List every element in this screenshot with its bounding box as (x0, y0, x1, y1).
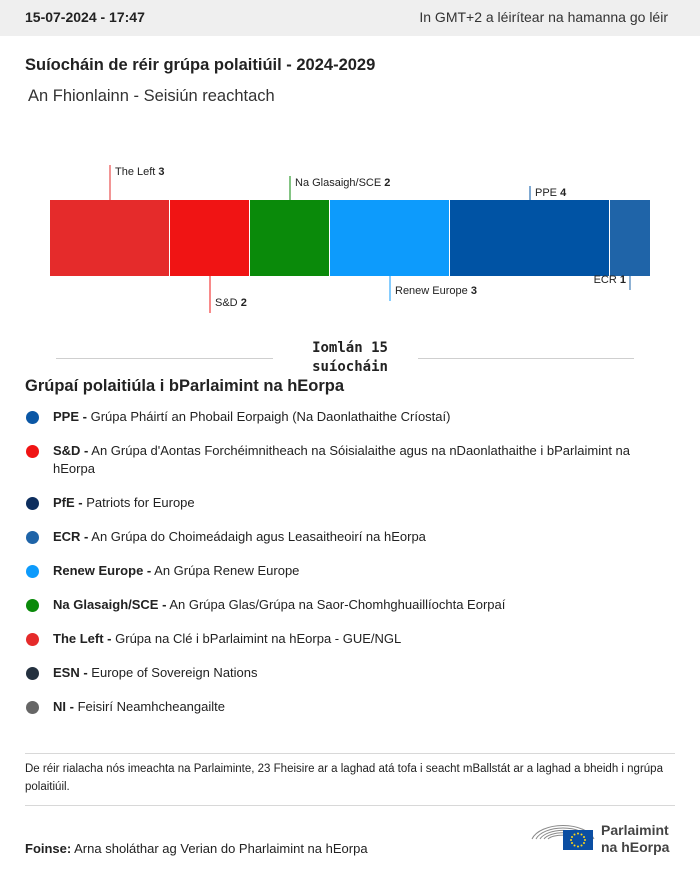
legend-desc: Europe of Sovereign Nations (91, 665, 258, 680)
legend-dot (26, 497, 39, 510)
legend-desc: Grúpa na Clé i bParlaimint na hEorpa - GUE/NGL (115, 631, 402, 646)
legend-abbr: Renew Europe - (53, 563, 152, 578)
logo-line-1: Parlaimint (601, 822, 669, 838)
legend-abbr: PfE - (53, 495, 83, 510)
legend-dot (26, 633, 39, 646)
legend-dot (26, 667, 39, 680)
bar-segment-ecr (610, 200, 650, 276)
rules-note: De réir rialacha nós imeachta na Parlaiminte, 23 Fheisire ar a laghad atá tofa i seacht mBallstát ar a laghad a bheidh i ngrúpa polaitiúil. (25, 763, 663, 793)
legend-desc: An Grúpa Glas/Grúpa na Saor-Chomhghuaillíochta Eorpaí (169, 597, 506, 612)
note-divider-bottom (25, 805, 675, 806)
total-seats-label: Iomlán 15 suíocháin (312, 340, 388, 375)
logo-text (601, 822, 669, 856)
bar-segment-s-d (170, 200, 249, 276)
legend-abbr: NI - (53, 699, 74, 714)
legend-abbr: S&D - (53, 443, 89, 458)
bar-segment-renew-europe (330, 200, 449, 276)
legend-dot (26, 531, 39, 544)
legend-dot (26, 599, 39, 612)
legend-dot (26, 701, 39, 714)
legend-dot (26, 565, 39, 578)
bar-label-ppe: PPE 4 (535, 187, 567, 199)
bar-segment-ppe (450, 200, 609, 276)
legend-desc: An Grúpa d'Aontas Forchéimnitheach na Sóisialaithe agus na nDaonlathaithe i bParlaimint na hEorpa (53, 443, 630, 476)
bar-segment-the-left (50, 200, 169, 276)
legend-abbr: PPE - (53, 409, 87, 424)
legend-abbr: Na Glasaigh/SCE - (53, 597, 167, 612)
source-text: Arna sholáthar ag Verian do Pharlaimint na hEorpa (74, 841, 368, 856)
bar-label-the-left: The Left 3 (115, 166, 165, 178)
legend-dot (26, 411, 39, 424)
source-line (25, 841, 368, 856)
legend-desc: Patriots for Europe (86, 495, 195, 510)
bar-label-na-glasaigh-sce: Na Glasaigh/SCE 2 (295, 177, 391, 189)
legend-desc: An Grúpa Renew Europe (154, 563, 300, 578)
update-datetime: 15-07-2024 - 17:47 (25, 9, 145, 25)
chart-subtitle: An Fhionlainn - Seisiún reachtach (28, 87, 275, 105)
legend-abbr: ECR - (53, 529, 89, 544)
source-label: Foinse: (25, 841, 72, 856)
bar-segment-na-glasaigh-sce (250, 200, 329, 276)
bar-label-s-d: S&D 2 (215, 297, 247, 309)
total-divider-left (56, 358, 273, 359)
legend-desc: Feisirí Neamhcheangailte (77, 699, 225, 714)
bar-label-ecr: ECR 1 (593, 274, 626, 286)
chart-title: Suíocháin de réir grúpa polaitiúil - 2024-2029 (25, 56, 376, 74)
logo-line-2: na hEorpa (601, 839, 670, 855)
total-divider-right (418, 358, 634, 359)
top-bar (0, 0, 700, 36)
bar-label-renew-europe: Renew Europe 3 (395, 285, 477, 297)
legend-desc: Grúpa Pháirtí an Phobail Eorpaigh (Na Daonlathaithe Críostaí) (90, 409, 451, 424)
note-divider-top (25, 753, 675, 754)
legend-abbr: ESN - (53, 665, 88, 680)
legend-abbr: The Left - (53, 631, 112, 646)
legend-dot (26, 445, 39, 458)
legend-desc: An Grúpa do Choimeádaigh agus Leasaitheoirí na hEorpa (91, 529, 426, 544)
legend-title: Grúpaí polaitiúla i bParlaimint na hEorpa (25, 377, 345, 395)
timezone-note: In GMT+2 a léirítear na hamanna go léir (419, 9, 668, 25)
